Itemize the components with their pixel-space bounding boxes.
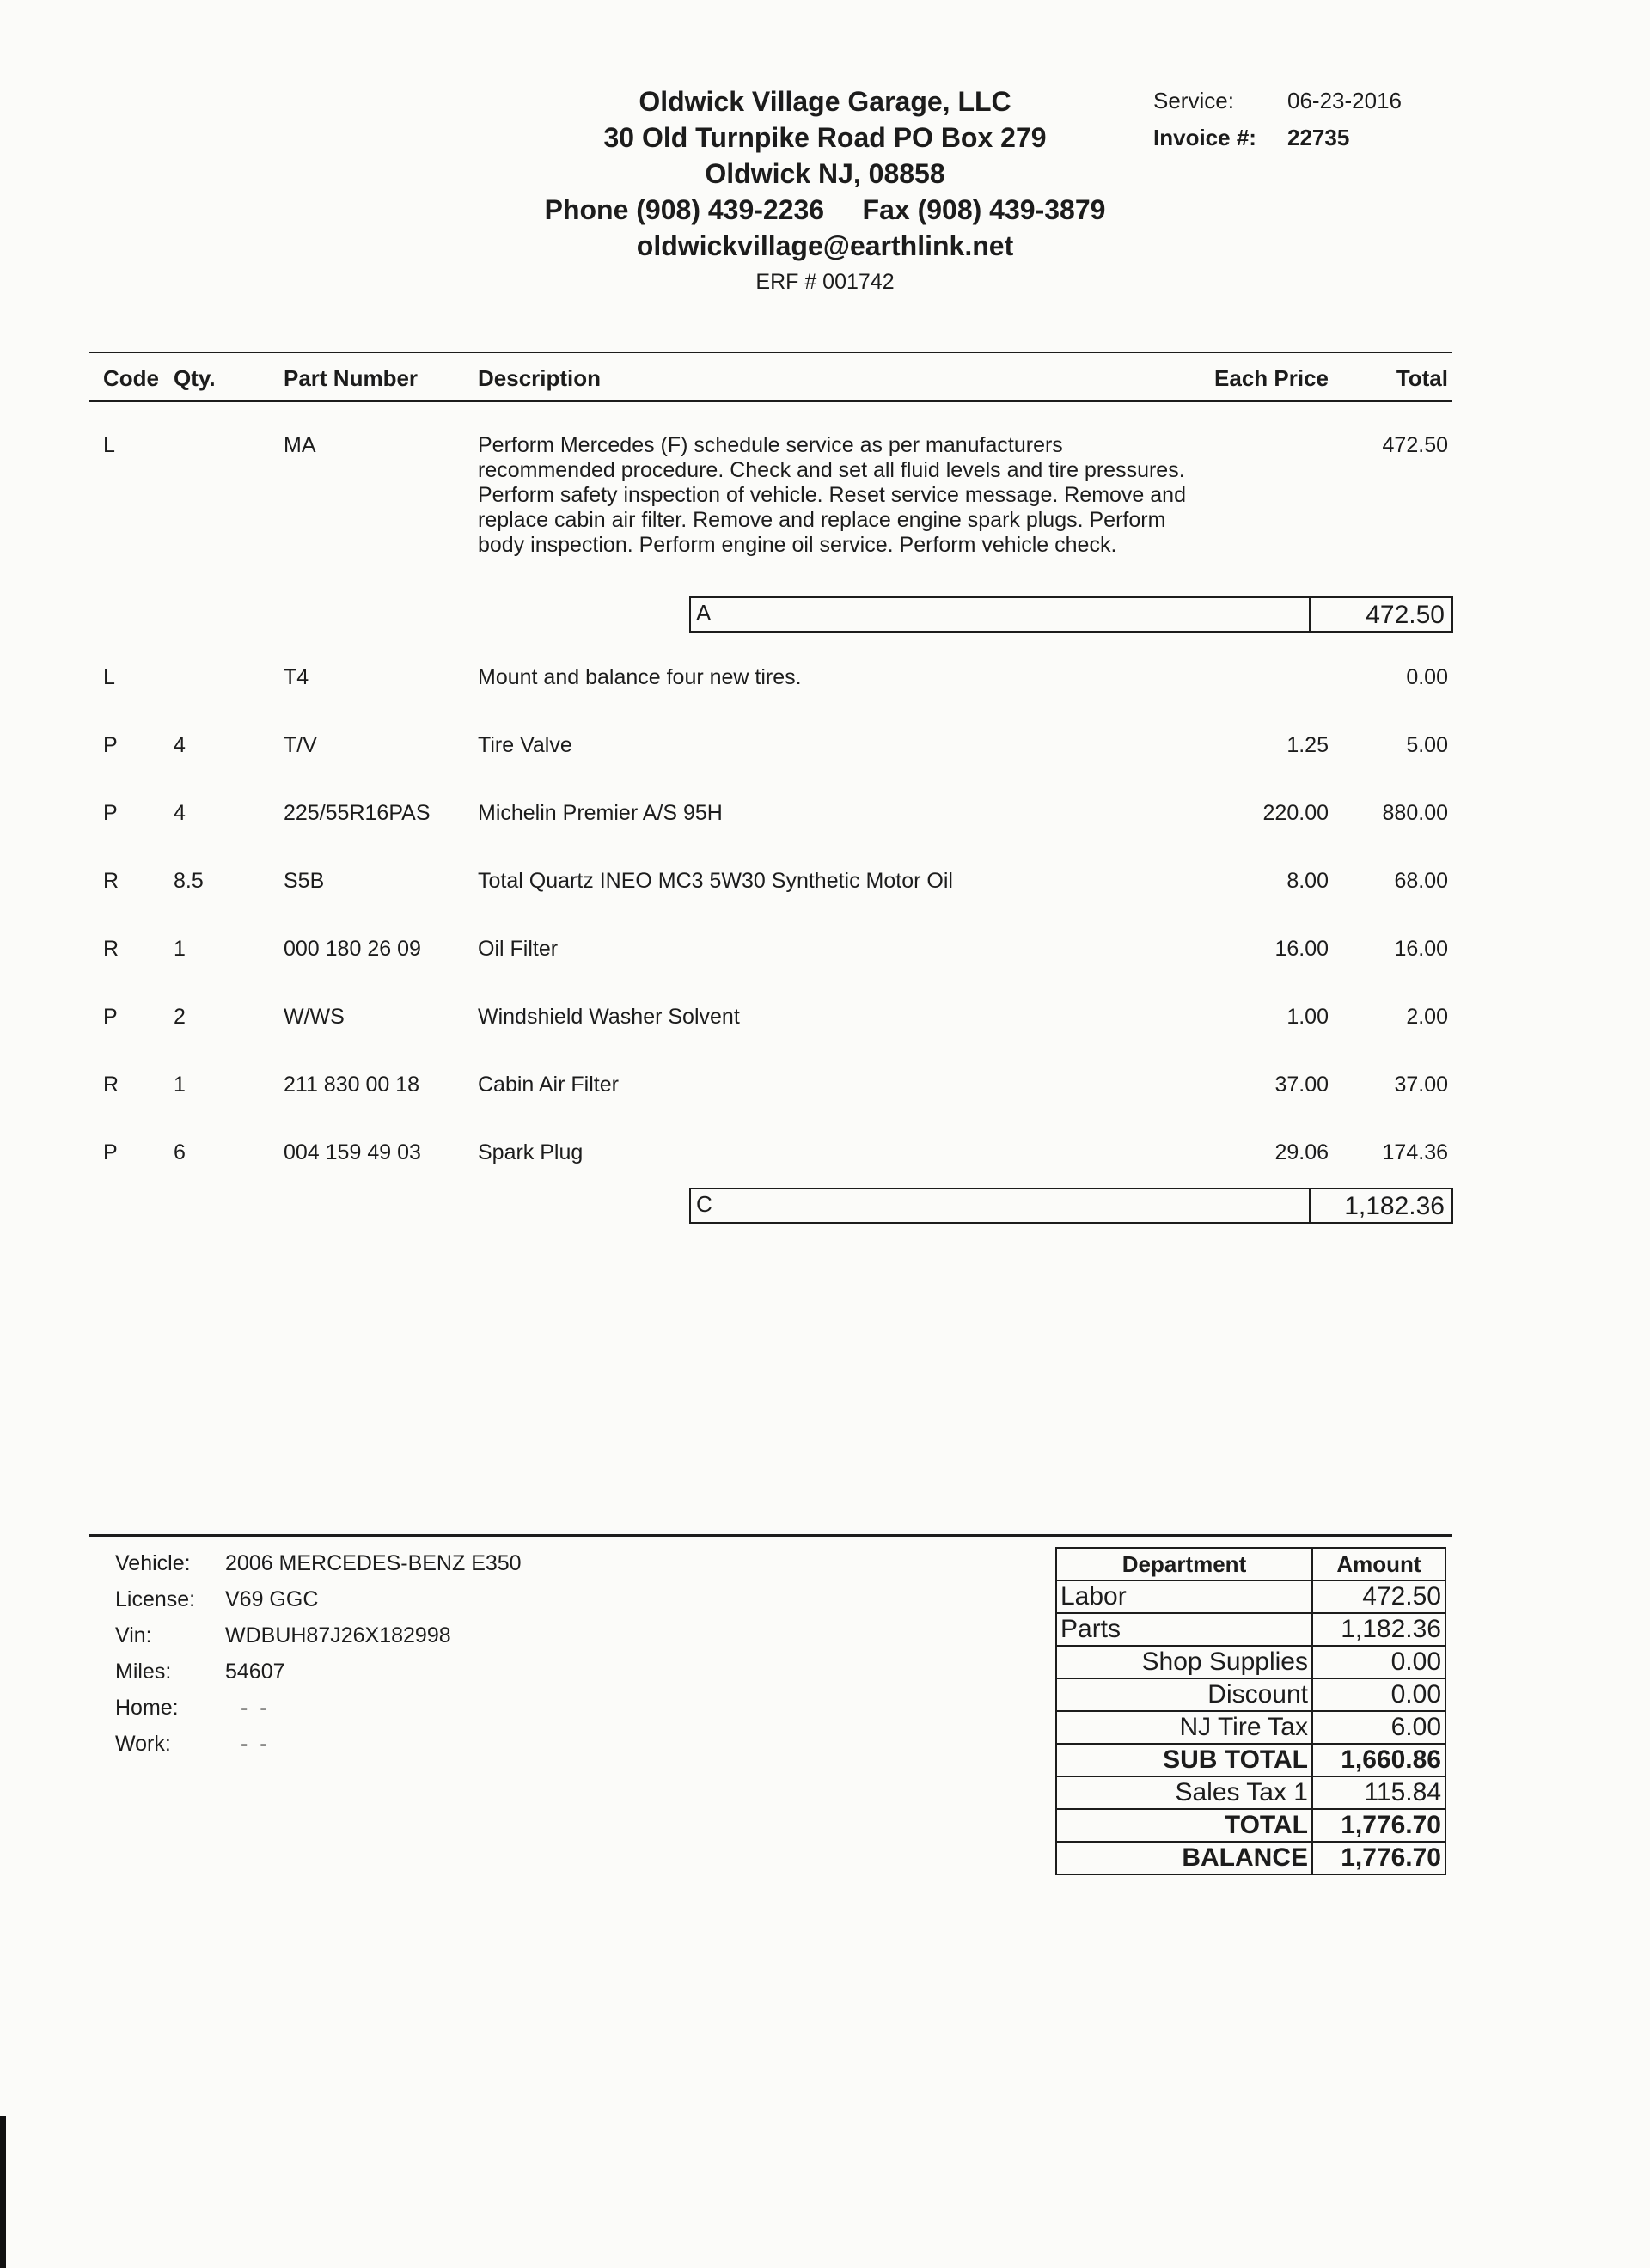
row-description: Mount and balance four new tires. [478,665,802,689]
department-amount: 0.00 [1312,1678,1445,1711]
erf-number: ERF # 001742 [755,270,895,294]
department-label: SUB TOTAL [1056,1744,1312,1776]
company-email: oldwickvillage@earthlink.net [636,230,1014,261]
subtotal-divider [1309,598,1311,631]
column-header-description: Description [478,365,602,391]
department-amount: 472.50 [1312,1580,1445,1613]
vehicle-label: Vehicle: [115,1551,191,1575]
invoice-number-label: Invoice #: [1153,125,1256,150]
header-top-rule [89,352,1452,353]
header-bottom-rule [89,400,1452,402]
vin-value: WDBUH87J26X182998 [225,1623,451,1648]
subtotal-value: 472.50 [1366,601,1445,629]
department-label: Labor [1056,1580,1312,1613]
row-qty: 4 [174,733,186,757]
department-label: Discount [1056,1678,1312,1711]
subtotal-label: A [696,600,712,626]
row-each-price: 29.06 [1274,1140,1329,1165]
department-amount: 0.00 [1312,1646,1445,1678]
home-phone-label: Home: [115,1696,179,1720]
department-amount: 6.00 [1312,1711,1445,1744]
service-date-value: 06-23-2016 [1287,88,1402,113]
department-header: Department [1056,1548,1312,1580]
row-total: 2.00 [1406,1005,1448,1029]
department-amount: 1,776.70 [1312,1842,1445,1874]
row-description: Michelin Premier A/S 95H [478,801,723,825]
row-each-price: 8.00 [1286,869,1329,893]
row-description: Cabin Air Filter [478,1073,619,1097]
row-description: Windshield Washer Solvent [478,1005,740,1029]
column-header-code: Code [103,365,159,391]
row-each-price: 16.00 [1274,937,1329,961]
row-qty: 4 [174,801,186,825]
department-label: BALANCE [1056,1842,1312,1874]
table-row [1056,1809,1445,1842]
table-row [1056,1776,1445,1809]
work-phone-value: - - [241,1732,267,1756]
work-phone-label: Work: [115,1732,171,1756]
row-code: P [103,1140,118,1165]
vin-label: Vin: [115,1623,152,1648]
footer-rule [89,1534,1452,1537]
company-phone-fax: Phone (908) 439-2236 Fax (908) 439-3879 [544,194,1106,225]
subtotal-label: C [696,1191,712,1217]
home-phone-value: - - [241,1696,267,1720]
row-part-number: 004 159 49 03 [284,1140,421,1165]
department-label: Shop Supplies [1056,1646,1312,1678]
column-header-total: Total [1396,365,1448,391]
row-part-number: T/V [284,733,317,757]
row-code: R [103,1073,119,1097]
miles-label: Miles: [115,1660,172,1684]
subtotal-box-a [689,596,1453,633]
department-label: TOTAL [1056,1809,1312,1842]
row-code: R [103,937,119,961]
department-label: NJ Tire Tax [1056,1711,1312,1744]
row-qty: 8.5 [174,869,204,893]
row-total: 174.36 [1382,1140,1448,1165]
row-code: L [103,433,115,457]
company-address: 30 Old Turnpike Road PO Box 279 [603,122,1047,153]
row-code: P [103,733,118,757]
row-each-price: 220.00 [1262,801,1329,825]
row-each-price: 1.25 [1286,733,1329,757]
vehicle-value: 2006 MERCEDES-BENZ E350 [225,1551,522,1575]
column-header-each-price: Each Price [1214,365,1329,391]
row-part-number: 211 830 00 18 [284,1073,420,1097]
table-row [1056,1842,1445,1874]
department-amount: 1,182.36 [1312,1613,1445,1646]
table-header-row [1056,1548,1445,1580]
row-part-number: 000 180 26 09 [284,937,421,961]
department-amount: 1,660.86 [1312,1744,1445,1776]
row-total: 16.00 [1394,937,1448,961]
scan-edge-mark [0,2116,6,2268]
invoice-number-value: 22735 [1287,125,1350,150]
row-total: 0.00 [1406,665,1448,689]
subtotal-value: 1,182.36 [1344,1192,1445,1220]
row-description: Oil Filter [478,937,559,961]
row-qty: 6 [174,1140,186,1165]
department-label: Sales Tax 1 [1056,1776,1312,1809]
license-label: License: [115,1587,196,1611]
subtotal-box-c [689,1188,1453,1224]
column-header-qty: Qty. [174,365,216,391]
table-row [1056,1613,1445,1646]
table-row [1056,1580,1445,1613]
miles-value: 54607 [225,1660,285,1684]
row-total: 68.00 [1394,869,1448,893]
service-date-label: Service: [1153,88,1234,113]
row-total: 37.00 [1394,1073,1448,1097]
department-amount: 115.84 [1312,1776,1445,1809]
row-part-number: W/WS [284,1005,345,1029]
license-value: V69 GGC [225,1587,319,1611]
row-description: Total Quartz INEO MC3 5W30 Synthetic Motor Oil [478,869,953,893]
row-part-number: MA [284,433,316,457]
company-name: Oldwick Village Garage, LLC [639,86,1011,117]
row-code: P [103,1005,118,1029]
row-qty: 1 [174,1073,186,1097]
row-each-price: 1.00 [1286,1005,1329,1029]
table-row [1056,1744,1445,1776]
department-amount: 1,776.70 [1312,1809,1445,1842]
row-total: 5.00 [1406,733,1448,757]
table-row [1056,1711,1445,1744]
row-description: Spark Plug [478,1140,584,1165]
row-code: P [103,801,118,825]
subtotal-divider [1309,1189,1311,1222]
row-total: 880.00 [1382,801,1448,825]
row-description: Tire Valve [478,733,572,757]
table-row [1056,1646,1445,1678]
row-part-number: S5B [284,869,325,893]
row-code: L [103,665,115,689]
row-total: 472.50 [1382,433,1448,457]
row-part-number: T4 [284,665,309,689]
column-header-part-number: Part Number [284,365,419,391]
row-part-number: 225/55R16PAS [284,801,431,825]
row-qty: 1 [174,937,186,961]
row-code: R [103,869,119,893]
department-totals-table [1055,1547,1446,1875]
department-label: Parts [1056,1613,1312,1646]
row-description: Perform Mercedes (F) schedule service as per manufacturers recommended procedure. Check and set all fluid levels and tire pressures. Perform safety inspection of vehicle. Reset service message. Remove and replace cabin air filter. Remove and replace engine spark plugs. Perform body inspection. Perform engine oil service. Perform vehicle check. [478,433,1186,557]
company-city: Oldwick NJ, 08858 [705,158,945,189]
row-qty: 2 [174,1005,186,1029]
amount-header: Amount [1312,1548,1445,1580]
table-row [1056,1678,1445,1711]
row-each-price: 37.00 [1274,1073,1329,1097]
